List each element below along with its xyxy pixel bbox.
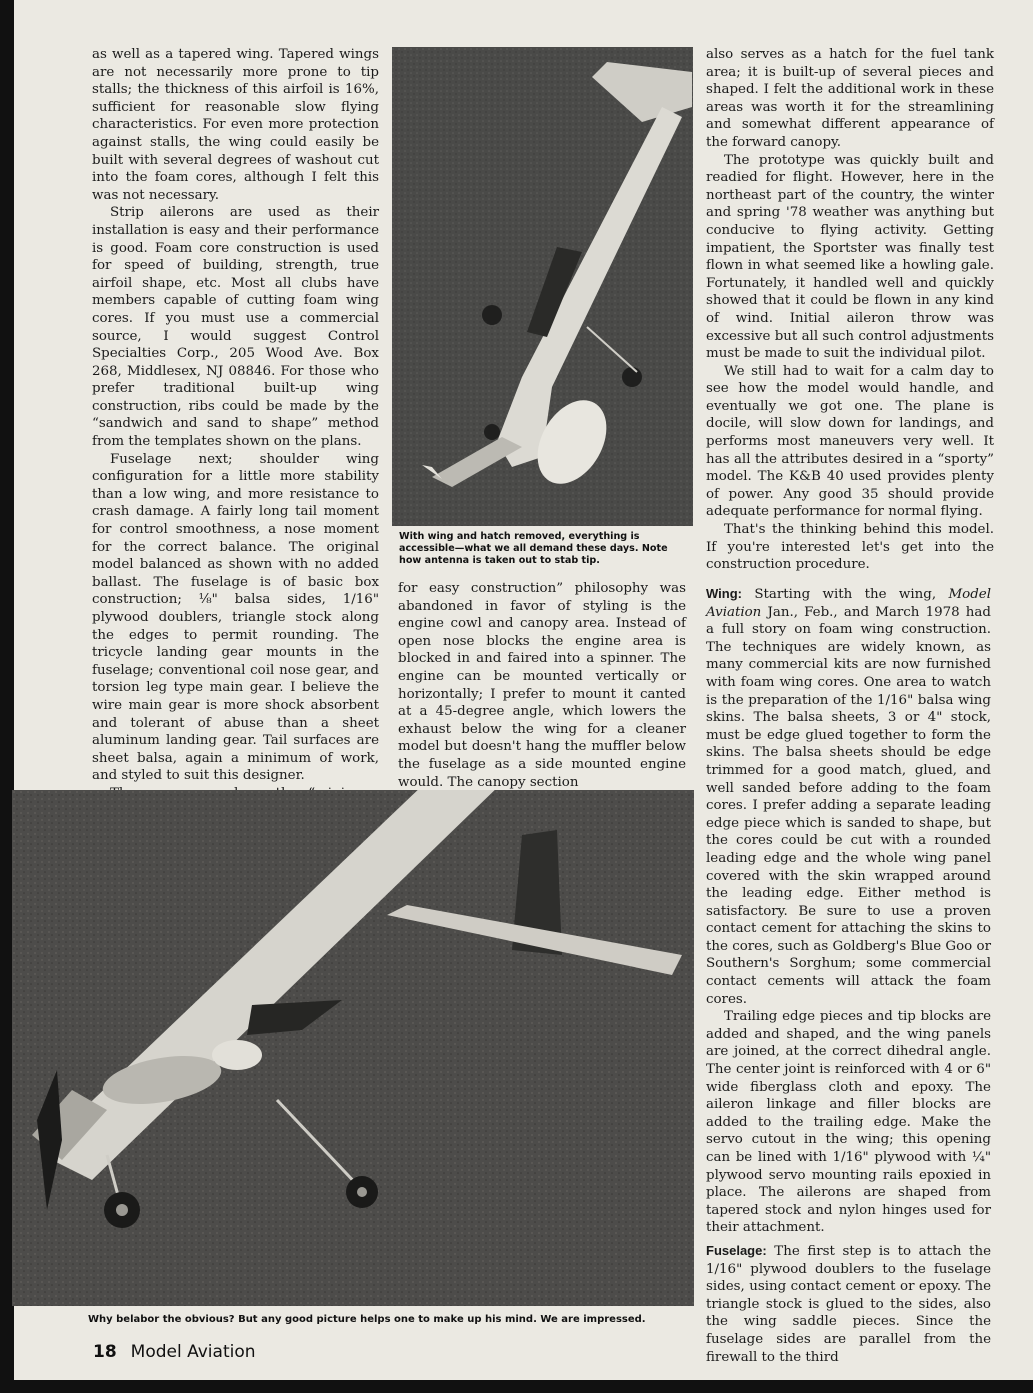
- main-wheel-right: [622, 367, 642, 387]
- text-column-2: [398, 580, 686, 791]
- column3-paragraph: The prototype was quickly built and readied for flight. However, here in the northeast part of the country, the winter and spring '78 weather was anything but conducive to flying activity. Getting impatient, the Sportster was finally test flown in what seemed like a howling gale. Fortunately, it handled well and quickly showed that it could be flown in any kind of wind. Initial aileron throw was excessive but all such control adjustments must be made to suit the individual pilot.: [706, 152, 994, 362]
- main-wheel-left: [482, 305, 502, 325]
- column3-paragraph: That's the thinking behind this model. If you're interested let's get into the construction procedure.: [706, 522, 994, 573]
- wing-section: Wing: Starting with the wing, Model Aviation Jan., Feb., and March 1978 had a full story on foam wing construction. The techniques are widely known, as many commercial kits are now furnished with foam wing cores. One area to watch is the preparation of the 1/16" balsa wing skins. The balsa sheets, 3 or 4" stock, must be edge glued together to form the skins. The balsa sheets should be edge trimmed for a good match, glued, and well sanded before adding to the foam cores. I prefer adding a separate leading edge piece which is sanded to shape, but the cores could be cut with a rounded leading edge and the whole wing panel covered with the skin wrapped around the leading edge. Either method is satisfactory. Be sure to use a proven contact cement for attaching the skins to the cores, such as Goldberg's Blue Goo or Southern's Sorghum; some commercial contact cements will attack the foam cores.: [706, 586, 991, 1007]
- text-column-3: [706, 46, 994, 574]
- nose-wheel: [484, 424, 500, 440]
- photo-airplane-on-pavement: [12, 790, 694, 1306]
- scan-edge-bottom: [0, 1380, 1033, 1393]
- photo-fuselage-top-view: [392, 47, 693, 526]
- column2-paragraph: for easy construction” philosophy was abandoned in favor of styling is the engine cowl and canopy area. Instead of open nose blocks the engine area is blocked in and faired into a spinner. The engine can be mounted vertically or horizontally; I prefer to mount it canted at a 45-degree angle, which lowers the exhaust below the wing for a cleaner model but doesn't hang the muffler below the fuselage as a side mounted engine would. The canopy section: [398, 581, 686, 790]
- text-column-1: [92, 46, 379, 820]
- magazine-name: Model Aviation: [130, 1342, 256, 1362]
- fuselage-photo-drawing: [392, 47, 693, 526]
- column1-paragraph: as well as a tapered wing. Tapered wings are not necessarily more prone to tip stalls; the thickness of this airfoil is 16%, sufficient for reasonable slow flying characteristics. For even more protection against stalls, the wing could easily be built with several degrees of washout cut into the foam cores, although I felt this was not necessary.: [92, 47, 379, 203]
- airplane-photo-drawing: [12, 790, 694, 1306]
- page-footer: [93, 1342, 256, 1362]
- column1-paragraph: Fuselage next; shoulder wing configuration for a little more stability than a low wing, and more resistance to crash damage. A fairly long tail moment for control smoothness, a nose moment for the correct balance. The original model balanced as shown with no added ballast. The fuselage is of basic box construction; ⅛" balsa sides, 1/16" plywood doublers, triangle stock along the edges to permit rounding. The tricycle landing gear mounts in the fuselage; conventional coil nose gear, and torsion leg type main gear. I believe the wire main gear is more shock absorbent and tolerant of abuse than a sheet aluminum landing gear. Tail surfaces are sheet balsa, again a minimum of work, and styled to suit this designer.: [92, 451, 379, 784]
- column3-paragraph: also serves as a hatch for the fuel tank area; it is built-up of several pieces and shaped. I felt the additional work in these areas was worth it for the streamlining and somewhat different appearance of the forward canopy.: [706, 47, 994, 150]
- column1-paragraph: Strip ailerons are used as their installation is easy and their performance is good. Foam core construction is used for speed of building, strength, true airfoil shape, etc. Most all clubs have members capable of cutting foam wing cores. If you must use a commercial source, I would suggest Control Specialties Corp., 205 Wood Ave. Box 268, Middlesex, NJ 08846. For those who prefer traditional built-up wing construction, ribs could be made by the “sandwich and sand to shape” method from the templates shown on the plans.: [92, 205, 379, 450]
- fuselage-section: Fuselage: The first step is to attach the 1/16" plywood doublers to the fuselage sides, using contact cement or epoxy. The triangle stock is glued to the sides, also the wing saddle pieces. Since the fuselage sides are parallel from the firewall to the third: [706, 1242, 991, 1365]
- caption-bottom-photo: Why belabor the obvious? But any good picture helps one to make up his mind. We are impressed.: [88, 1314, 646, 1325]
- page-number: 18: [93, 1342, 117, 1362]
- text-column-3-continued: [706, 585, 991, 1366]
- column3-paragraph: We still had to wait for a calm day to see how the model would handle, and eventually we got one. The plane is docile, will slow down for landings, and performs most maneuvers very well. It has all the attributes desired in a “sporty” model. The K&B 40 used provides plenty of power. Any good 35 should provide adequate performance for normal flying.: [706, 363, 994, 520]
- wing-section-para-2: Trailing edge pieces and tip blocks are added and shaped, and the wing panels are joined, at the correct dihedral angle. The center joint is reinforced with 4 or 6" wide fiberglass cloth and epoxy. The aileron linkage and filler blocks are added to the trailing edge. Make the servo cutout in the wing; this opening can be lined with 1/16" plywood with ¼" plywood servo mounting rails epoxied in place. The ailerons are shaped from tapered stock and nylon hinges used for their attachment.: [706, 1009, 991, 1236]
- caption-top-photo: With wing and hatch removed, everything is accessible—what we all demand these days. Note how antenna is taken out to stab tip.: [399, 531, 668, 566]
